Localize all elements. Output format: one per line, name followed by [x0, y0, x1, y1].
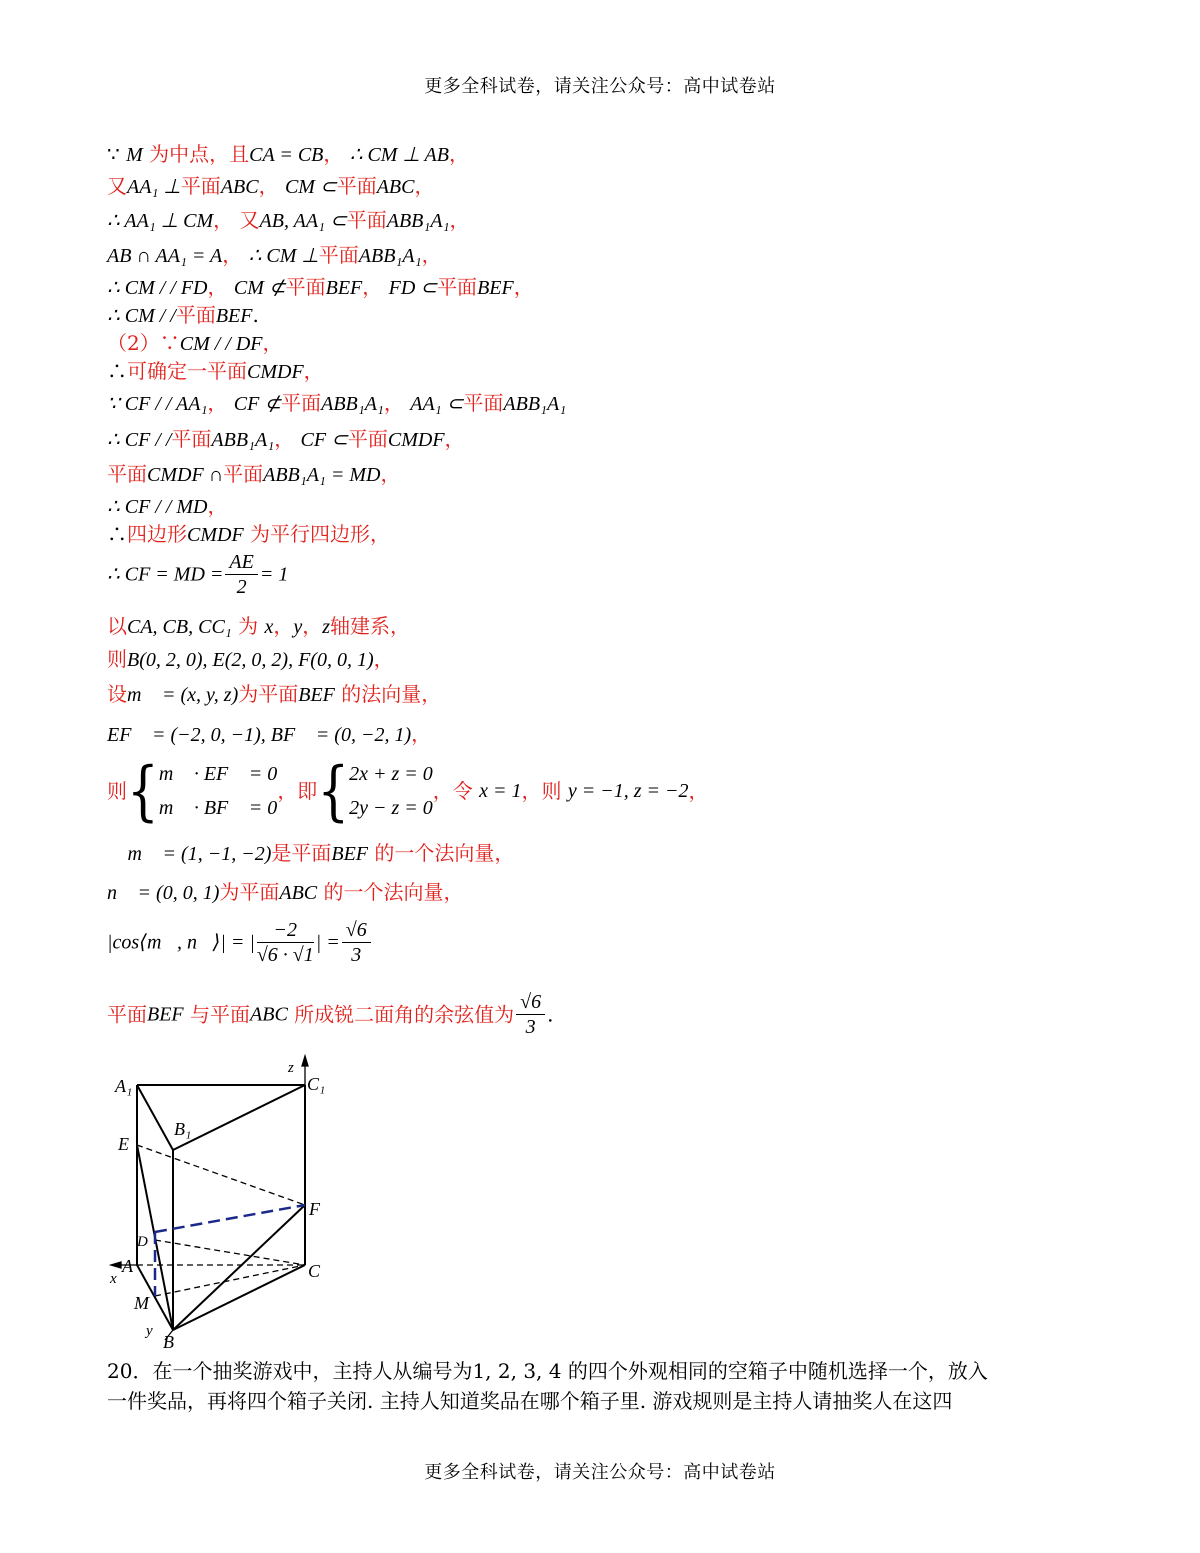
math: M: [126, 144, 143, 166]
text: 可确定一平面: [127, 359, 247, 383]
text: 为平面: [238, 682, 299, 706]
math: CMDF: [187, 524, 244, 546]
solution-line: [107, 879, 464, 906]
math: B(0, 2, 0), E(2, 0, 2), F(0, 0, 1): [127, 649, 374, 671]
text: 平面: [223, 462, 264, 486]
text: ，: [213, 208, 234, 232]
solution-line: [107, 840, 514, 867]
text: 四边形: [127, 522, 187, 546]
text: ，: [273, 614, 294, 638]
text: 所成锐二面角的余弦值为: [294, 1002, 515, 1027]
math: ABB₁A₁ = MD: [263, 464, 381, 486]
text: 平面: [346, 208, 387, 232]
math: y: [293, 616, 303, 638]
fraction: [516, 990, 545, 1039]
text: 平面: [437, 275, 478, 299]
edge: [173, 1205, 305, 1330]
question-20-line-1: 20．在一个抽奖游戏中，主持人从编号为1, 2, 3, 4 的四个外观相同的空箱子中随机选择一个，放入: [107, 1359, 988, 1383]
text: ，: [414, 174, 435, 198]
text: ，令: [432, 779, 473, 803]
text: ，即: [277, 779, 318, 803]
math: ABB₁A₁: [321, 393, 384, 415]
dashed-edge: [155, 1265, 305, 1296]
equation: m⃗ · EF⃗ = 0: [158, 763, 278, 785]
text: ，: [303, 359, 324, 383]
math: BEF: [477, 277, 514, 299]
text: ，则: [521, 779, 562, 803]
math: BEF: [331, 843, 369, 865]
math: CM / / DF: [179, 333, 263, 355]
text: ，: [449, 208, 470, 232]
text: ，: [373, 647, 394, 671]
text: 的一个法向量，: [374, 841, 515, 865]
math: BEF: [325, 277, 363, 299]
numerator: √6: [342, 918, 371, 943]
text: 为: [238, 614, 259, 638]
left-brace: {: [127, 753, 159, 829]
left-brace: {: [317, 753, 350, 829]
math: ABB₁A₁: [211, 429, 275, 451]
math: FD ⊂: [388, 277, 438, 299]
math: ∴ CM ⊥: [248, 245, 319, 267]
text: 平面: [175, 303, 216, 327]
text: 平面: [336, 174, 377, 198]
math: | =: [315, 931, 340, 954]
label-x: x: [110, 1271, 117, 1287]
prism-figure: [100, 1052, 360, 1352]
denominator: 3: [351, 944, 362, 966]
text: ，: [688, 779, 709, 803]
math: CA, CB, CC₁: [127, 616, 232, 638]
math: AB ∩ AA₁ = A: [107, 245, 223, 267]
text: 平面: [347, 427, 388, 451]
text: 以: [107, 614, 127, 638]
solution-line: [107, 681, 441, 708]
question-20-line-2: 一件奖品，再将四个箱子关闭. 主持人知道奖品在哪个箱子里. 游戏规则是主持人请抽奖人在这四: [107, 1389, 953, 1413]
math: AA₁ ⊂: [410, 393, 464, 415]
math: y = −1, z = −2: [567, 780, 689, 802]
label-M: M: [134, 1293, 149, 1313]
text: ，: [274, 427, 295, 451]
math: ∴ CF / / MD: [107, 496, 208, 518]
text: 为平行四边形，: [250, 522, 391, 546]
math: ABB₁A₁: [358, 245, 422, 267]
z-arrow: [302, 1056, 308, 1066]
math: ∴ CM / /: [107, 305, 176, 327]
math: z: [322, 616, 331, 638]
equation: m⃗ · BF⃗ = 0: [158, 797, 278, 819]
text: 又: [239, 208, 260, 232]
x-arrow: [111, 1262, 121, 1268]
edge: [173, 1265, 305, 1330]
math: x: [264, 616, 274, 638]
text: ，: [323, 142, 344, 166]
math: ABC: [376, 176, 415, 198]
text: （2）∵: [107, 331, 180, 355]
solution-line: [107, 330, 283, 357]
text: ，: [207, 275, 228, 299]
math: |cos⟨m⃗, n⃗⟩| = |: [107, 931, 255, 954]
text: ，: [383, 391, 404, 415]
text: ∴: [107, 522, 127, 546]
denominator: 3: [525, 1016, 536, 1038]
text: ，: [380, 462, 401, 486]
numerator: AE: [225, 550, 257, 575]
math: ∴ CM ⊥ AB: [349, 144, 449, 166]
text: ，: [444, 427, 465, 451]
solution-line: [107, 721, 431, 748]
math: AB, AA₁ ⊂: [259, 210, 347, 232]
edge: [137, 1085, 173, 1150]
fraction: [225, 550, 257, 599]
math: AA₁ ⊥: [127, 176, 181, 198]
math: ∴ m⃗ = (1, −1, −2): [107, 843, 272, 865]
solution-line: [107, 426, 465, 453]
text: 平面: [180, 174, 221, 198]
page-footer: 更多全科试卷，请关注公众号：高中试卷站: [424, 1462, 776, 1483]
math: CF ⊂: [300, 429, 348, 451]
text: 为平面: [219, 880, 280, 904]
text: 平面: [107, 1002, 147, 1027]
solution-line: [107, 173, 435, 200]
text: ，: [448, 142, 469, 166]
math: BEF: [147, 1003, 184, 1026]
text: 平面: [281, 391, 322, 415]
solution-line: [107, 358, 324, 385]
text: 是平面: [271, 841, 332, 865]
math: ABC: [250, 1003, 288, 1026]
dashed-edge: [137, 1145, 305, 1205]
text: ∴: [107, 359, 127, 383]
text: 的一个法向量，: [323, 880, 464, 904]
math: CMDF: [387, 429, 445, 451]
math: ABB₁A₁: [386, 210, 450, 232]
solution-line: [107, 461, 400, 488]
math: CF ⊄: [233, 393, 282, 415]
text: 平面: [285, 275, 326, 299]
math: ∵ CF / / AA₁: [107, 393, 208, 415]
text: 的法向量，: [341, 682, 442, 706]
text: 则: [107, 647, 127, 671]
text: .: [547, 1002, 554, 1027]
math: ∴ CF / /: [107, 429, 172, 451]
solution-line: [107, 918, 373, 967]
text: 为中点，且: [149, 142, 250, 166]
solution-line: [107, 613, 410, 640]
page-header: 更多全科试卷，请关注公众号：高中试卷站: [424, 76, 776, 97]
math: ∴ CF = MD =: [107, 563, 224, 586]
math: m⃗ = (x, y, z): [127, 684, 239, 706]
math: ABB₁A₁: [503, 393, 567, 415]
equation: 2y − z = 0: [349, 797, 433, 819]
label-B: B: [163, 1332, 174, 1352]
label-E: E: [118, 1134, 129, 1154]
text: 平面: [318, 243, 359, 267]
text: 轴建系，: [330, 614, 411, 638]
math: CA = CB: [249, 144, 324, 166]
text: ，: [411, 722, 432, 746]
math: CMDF ∩: [147, 464, 224, 486]
math: ∴ CM / / FD: [107, 277, 208, 299]
denominator: 2: [236, 576, 247, 598]
solution-line: [107, 990, 554, 1039]
solution-line: [107, 493, 228, 520]
edge: [173, 1085, 305, 1150]
equation-system: [349, 757, 433, 825]
text: ，: [222, 243, 243, 267]
math: ABC: [279, 882, 318, 904]
fraction: [257, 918, 314, 967]
numerator: −2: [257, 918, 314, 943]
solution-line: [107, 753, 709, 829]
label-B1: B₁: [174, 1119, 192, 1139]
solution-line: [107, 646, 394, 673]
math: CMDF: [247, 361, 304, 383]
label-C: C: [308, 1261, 321, 1281]
label-F: F: [309, 1199, 320, 1219]
denominator: √6 · √1: [256, 944, 314, 966]
text: 设: [107, 682, 127, 706]
label-D: D: [137, 1234, 148, 1250]
text: 又: [107, 174, 127, 198]
text: ，: [421, 243, 442, 267]
math: ABC: [220, 176, 259, 198]
label-A1: A₁: [115, 1076, 133, 1096]
text: ，: [207, 494, 228, 518]
solution-line: [107, 242, 442, 269]
numerator: √6: [516, 990, 545, 1015]
label-A: A: [122, 1256, 133, 1276]
text: 平面: [171, 427, 212, 451]
solution-line: [107, 550, 288, 599]
blue-dashed-edge: [155, 1205, 305, 1232]
text: ，: [362, 275, 383, 299]
math: BEF: [215, 305, 253, 327]
solution-line: [107, 274, 534, 301]
math: x = 1: [479, 780, 522, 802]
math: = 1: [259, 563, 289, 586]
solution-line: [107, 141, 469, 168]
solution-line: [107, 521, 390, 548]
fraction: [342, 918, 371, 967]
equation: 2x + z = 0: [349, 763, 433, 785]
math: EF⃗ = (−2, 0, −1), BF⃗ = (0, −2, 1): [107, 724, 412, 746]
text: ，: [258, 174, 279, 198]
text: ，: [262, 331, 283, 355]
label-y: y: [146, 1323, 153, 1339]
text: ，: [302, 614, 323, 638]
label-z: z: [288, 1060, 294, 1076]
math: CM ⊄: [233, 277, 286, 299]
text: ，: [513, 275, 534, 299]
equation-system: [159, 757, 278, 825]
text: 平面: [107, 462, 147, 486]
solution-line: [107, 207, 470, 234]
text: ，: [207, 391, 228, 415]
math: BEF: [298, 684, 335, 706]
math: ∴ AA₁ ⊥ CM: [107, 210, 214, 232]
label-C1: C₁: [307, 1074, 326, 1094]
text: 平面: [463, 391, 504, 415]
text: ∵: [107, 142, 120, 166]
math: CM ⊂: [284, 176, 337, 198]
text: .: [252, 303, 259, 327]
math: n⃗ = (0, 0, 1): [107, 882, 220, 904]
solution-line: [107, 302, 259, 329]
text: 与平面: [190, 1002, 251, 1027]
text: 则: [107, 779, 127, 803]
dashed-edge: [155, 1240, 305, 1265]
solution-line: [107, 390, 566, 417]
